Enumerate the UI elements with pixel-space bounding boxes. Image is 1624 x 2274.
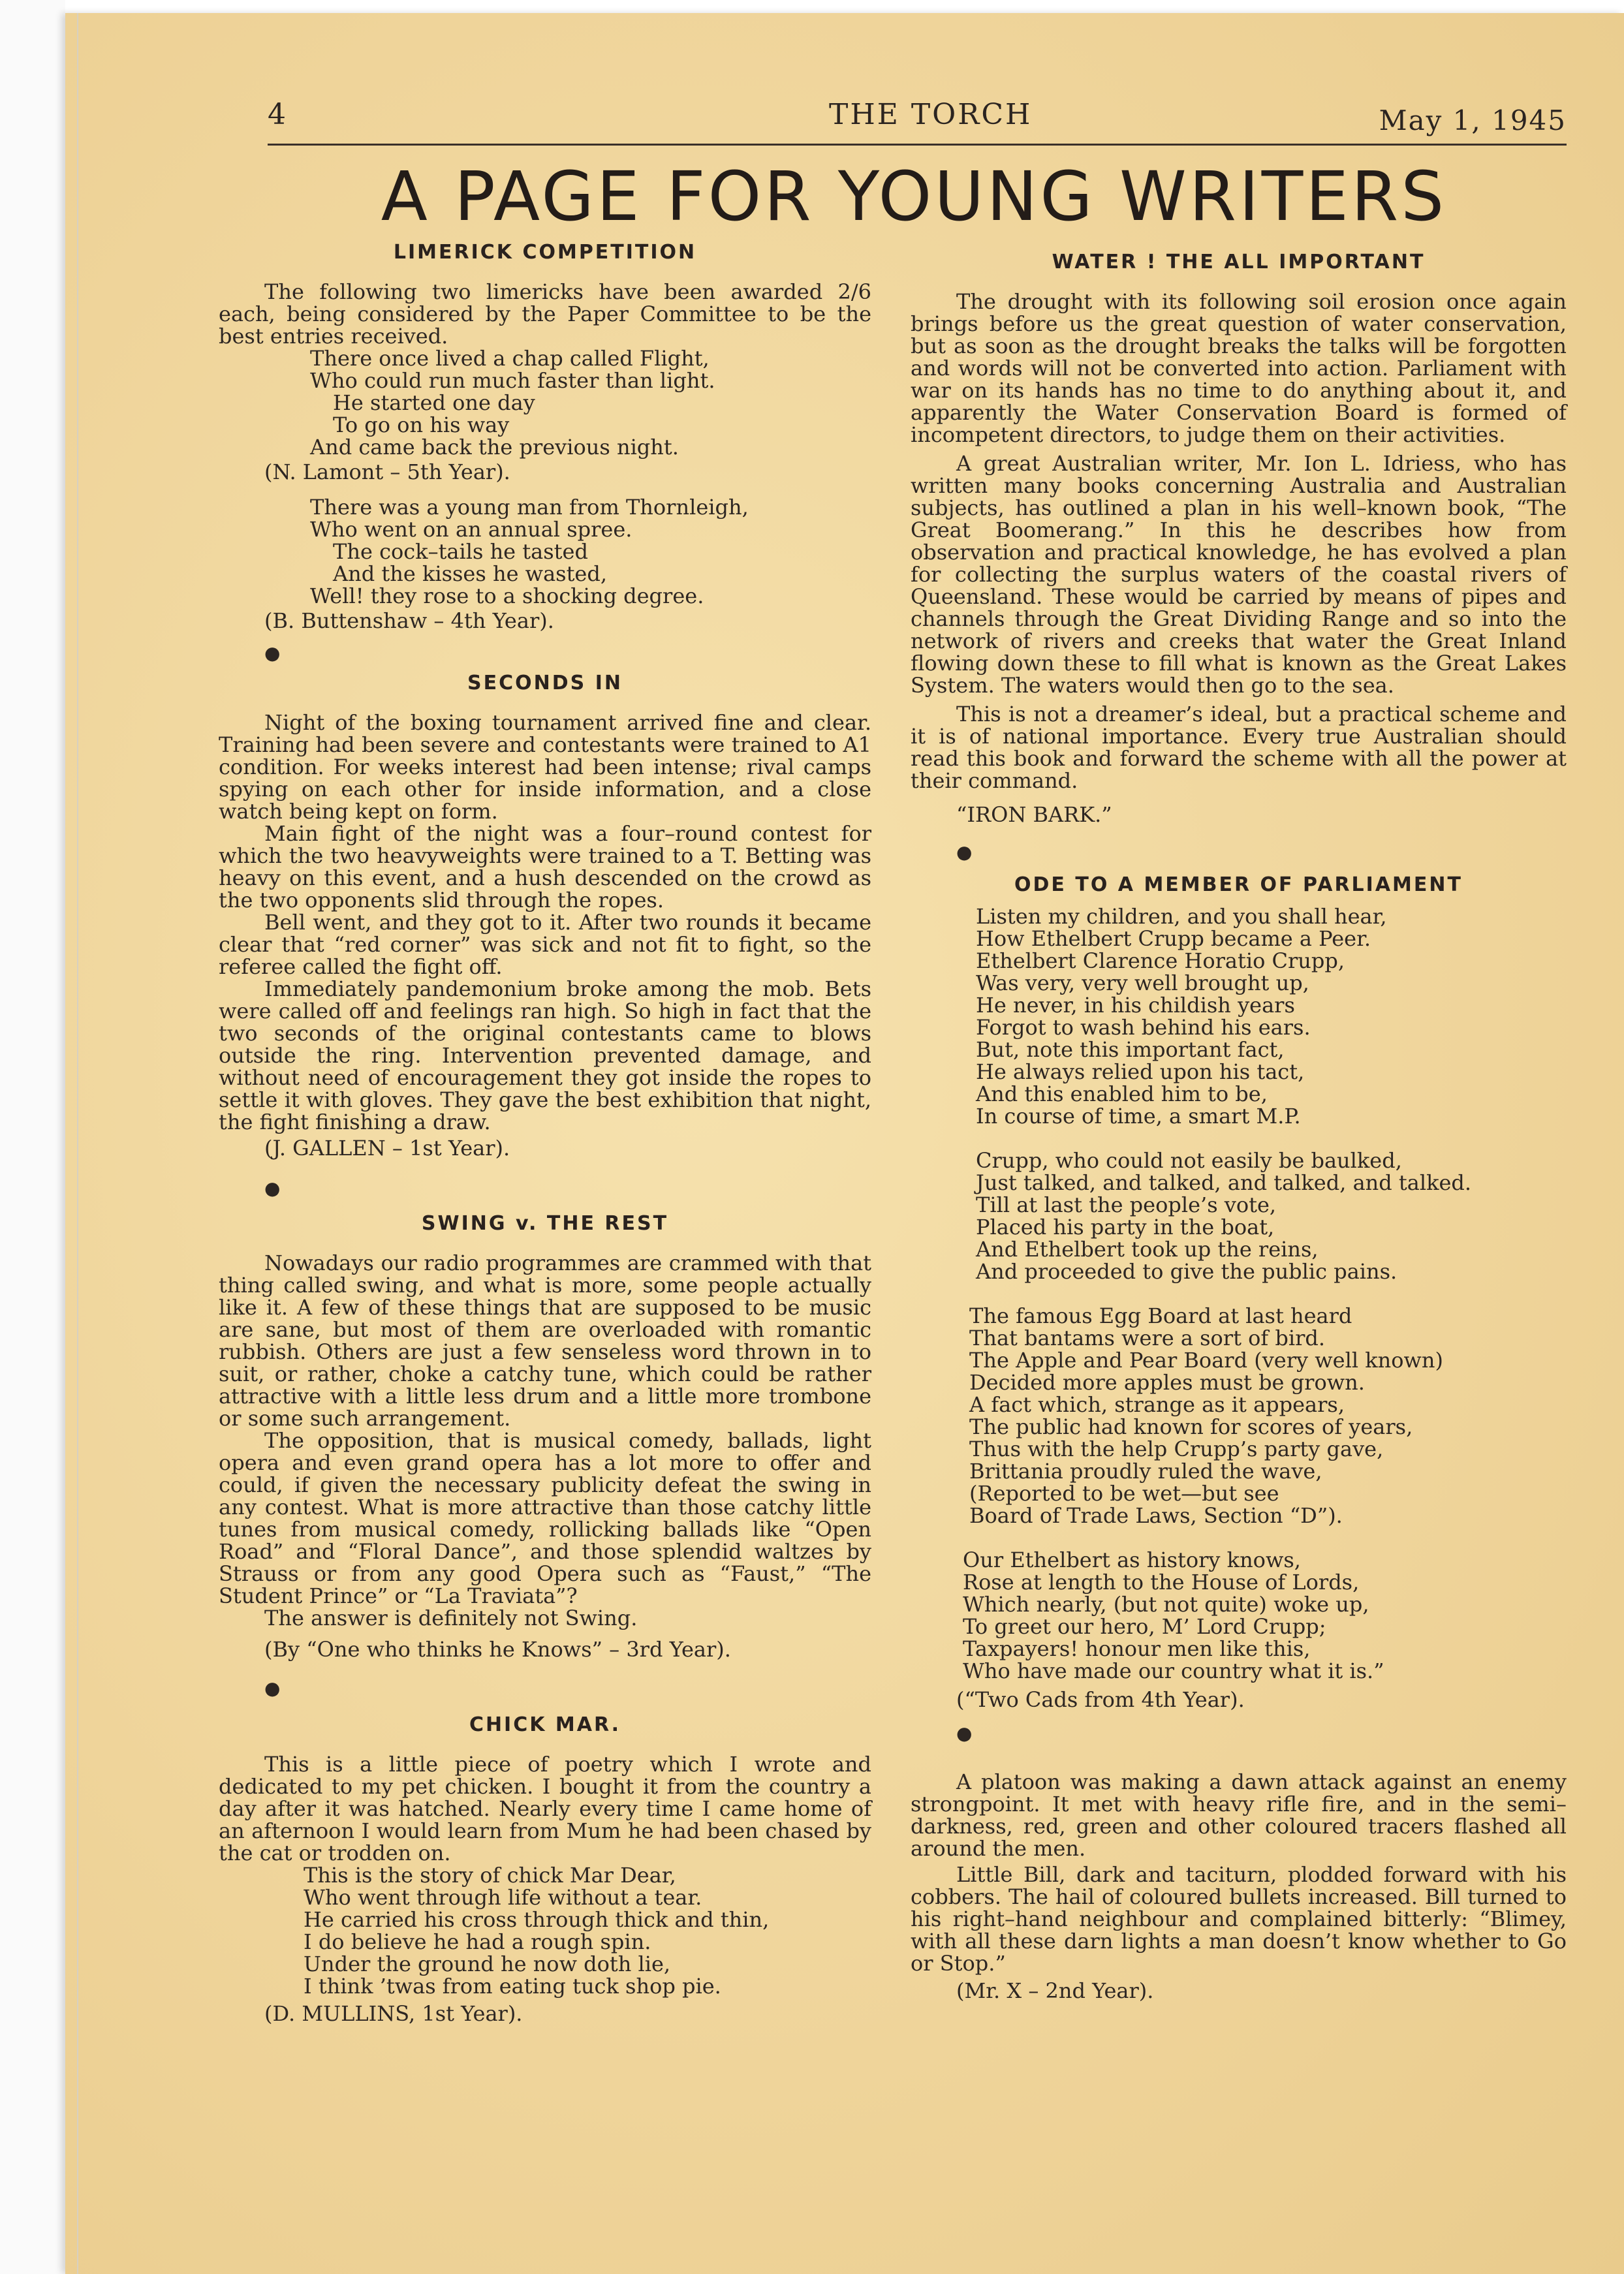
page-header [268, 98, 1567, 146]
page-title: A PAGE FOR YOUNG WRITERS [381, 157, 1447, 236]
separator-dot: ● [956, 841, 973, 863]
platoon-para: Little Bill, dark and taciturn, plodded forward with his cobbers. The hail of coloured bullets increased. Bill turned to his right–hand neighbour and complained bitterly: “Blimey, with all these darn lights a man doesn’t know whether to Go or Stop.” [911, 1862, 1567, 1976]
section-heading-chick: CHICK MAR. [469, 1713, 621, 1736]
byline: “IRON BARK.” [956, 802, 1112, 827]
ode-stanza-1: Listen my children, and you shall hear, How Ethelbert Crupp became a Peer. Ethelbert Clarence Horatio Crupp, Was very, very well brought up, He never, in his childish years Forgot to wash behind his ears. But, note this important fact, He always relied upon his tact, And this enabled him to be, In course of time, a smart M.P. [976, 904, 1387, 1129]
byline: (N. Lamont – 5th Year). [264, 459, 510, 484]
section-heading-limerick: LIMERICK COMPETITION [393, 241, 697, 264]
swing-para: The opposition, that is musical comedy, ballads, light opera and even grand opera has a lot more to offer and could, if given the necessary publicity defeat the swing in any contest. What is more attractive than those catchy little tunes from musical comedy, rollicking ballads like “Open Road” and “Floral Dance”, and those splendid waltzes by Strauss or from any good Opera such as “Faust,” “The Student Prince” or “La Traviata”? [219, 1428, 871, 1608]
chick-poem: This is the story of chick Mar Dear, Who went through life without a tear. He carried his cross through thick and thin, I do believe he had a rough spin. Under the ground he now doth lie, I think ’twas from eating tuck shop pie. [304, 1863, 770, 1999]
byline: (“Two Cads from 4th Year). [956, 1687, 1245, 1712]
seconds-para: Bell went, and they got to it. After two rounds it became clear that “red corner” was sick and not fit to fight, so the referee called the fight off. [219, 910, 871, 979]
byline: (Mr. X – 2nd Year). [956, 1978, 1154, 2003]
section-heading-swing: SWING v. THE REST [421, 1212, 669, 1235]
water-para: This is not a dreamer’s ideal, but a practical scheme and it is of national importance. Every true Australian should read this book and forward the scheme with all the power at their command. [911, 702, 1567, 793]
ode-stanza-2: Crupp, who could not easily be baulked, Just talked, and talked, and talked, and talked. Till at last the people’s vote, Placed his party in the boat, And Ethelbert took up the reins, And proceeded to give the public pains. [976, 1148, 1472, 1284]
water-para: A great Australian writer, Mr. Ion L. Idriess, who has written many books concerning Australia and Australian subjects, has outlined a plan in his well–known book, “The Great Boomerang.” In this he describes how from observation and practical knowledge, he has evolved a plan for collecting the surplus waters of the coastal rivers of Queensland. These would be carried by means of pipes and channels through the Great Dividing Range and so into the network of rivers and creeks that water the Great Inland flowing down these to fill what is known as the Great Lakes System. The waters would then go to the sea. [911, 451, 1567, 698]
separator-dot: ● [264, 1677, 281, 1699]
seconds-para: Main fight of the night was a four–round contest for which the two heavyweights were trained to a T. Betting was heavy on this event, and a hush descended on the crowd as the two opponents slid through the ropes. [219, 821, 871, 912]
chick-intro: This is a little piece of poetry which I wrote and dedicated to my pet chicken. I bought it from the country a day after it was hatched. Nearly every time I came home of an afternoon I would learn from Mum he had been chased by the cat or trodden on. [219, 1752, 871, 1865]
section-heading-seconds: SECONDS IN [467, 672, 623, 694]
swing-para: The answer is definitely not Swing. [264, 1606, 638, 1630]
ode-stanza-3: The famous Egg Board at last heard That bantams were a sort of bird. The Apple and Pear Board (very well known) Decided more apples must be grown. A fact which, strange as it appears, The public had known for scores of years, Thus with the help Crupp’s party gave, Brittania proudly ruled the wave, (Reported to be wet—but see Board of Trade Laws, Section “D”). [969, 1303, 1443, 1528]
seconds-para: Night of the boxing tournament arrived fine and clear. Training had been severe and contestants were trained to A1 condition. For weeks interest had been intense; rival camps spying on each other for inside information, and a close watch being kept on form. [219, 710, 871, 824]
scan-margin [0, 0, 65, 2274]
swing-para: Nowadays our radio programmes are crammed with that thing called swing, and what is more, some people actually like it. A few of these things that are supposed to be music are sane, but most of them are overloaded with romantic rubbish. Others are just a few senseless word thrown in to suit, or rather, choke a catchy tune, which could be rather attractive with a little less drum and a little more trombone or some such arrangement. [219, 1251, 871, 1431]
byline: (B. Buttenshaw – 4th Year). [264, 608, 554, 633]
separator-dot: ● [956, 1722, 973, 1744]
section-heading-water: WATER ! THE ALL IMPORTANT [1052, 251, 1426, 273]
seconds-para: Immediately pandemonium broke among the mob. Bets were called off and feelings ran high. So high in fact that the two seconds of the original contestants came to blows outside the ring. Intervention prevented damage, and without need of encouragement they got inside the ropes to settle it with gloves. They gave the best exhibition that night, the fight finishing a draw. [219, 976, 871, 1134]
page-number: 4 [268, 98, 286, 131]
left-column [219, 241, 871, 2025]
paper-name: THE TORCH [829, 98, 1033, 131]
byline: (D. MULLINS, 1st Year). [264, 2001, 523, 2026]
water-para: The drought with its following soil erosion once again brings before us the great question of water conservation, but as soon as the drought breaks the talks will be forgotten and words will not be converted into action. Parliament with war on its hands has no time to do anything about it, and apparently the Water Conservation Board is formed of incompetent directors, to judge them on their activities. [911, 289, 1567, 447]
separator-dot: ● [264, 642, 281, 664]
right-column [911, 251, 1567, 2002]
platoon-para: A platoon was making a dawn attack against an enemy strongpoint. It met with heavy rifle fire, and in the semi–darkness, red, green and other coloured tracers flashed all around the men. [911, 1769, 1567, 1861]
separator-dot: ● [264, 1177, 281, 1199]
issue-date: May 1, 1945 [1379, 104, 1567, 136]
byline: (J. GALLEN – 1st Year). [264, 1136, 510, 1160]
byline: (By “One who thinks he Knows” – 3rd Year). [264, 1637, 731, 1662]
limerick-1: There once lived a chap called Flight, Who could run much faster than light. He started one day To go on his way And came back the previous night. [310, 346, 715, 459]
section-heading-ode: ODE TO A MEMBER OF PARLIAMENT [1014, 873, 1463, 896]
ode-stanza-4: Our Ethelbert as history knows, Rose at length to the House of Lords, Which nearly, (but not quite) woke up, To greet our hero, M’ Lord Crupp; Taxpayers! honour men like this, Who have made our country what it is.” [963, 1548, 1384, 1683]
limerick-2: There was a young man from Thornleigh, Who went on an annual spree. The cock–tails he tasted And the kisses he wasted, Well! they rose to a shocking degree. [310, 495, 749, 608]
limerick-intro: The following two limericks have been awarded 2/6 each, being considered by the Paper Committee to be the best entries received. [219, 279, 871, 349]
page-fold-line [77, 13, 78, 2274]
